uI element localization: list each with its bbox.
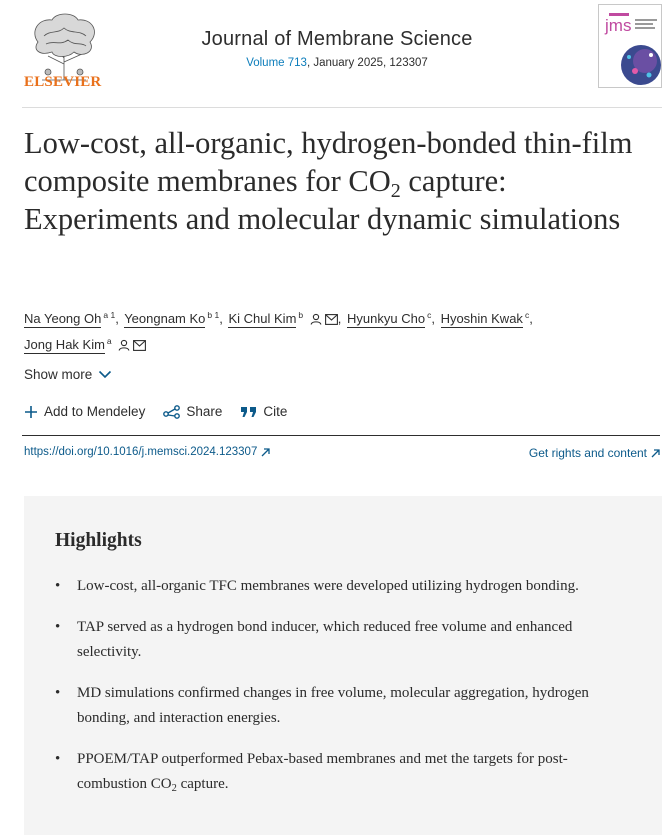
highlight-subscript: 2 [171,783,177,794]
author-name[interactable]: Ki Chul Kim [228,311,297,326]
author-separator: , [115,311,119,326]
journal-cover-image[interactable] [598,4,662,88]
external-link-icon [261,448,270,457]
volume-link[interactable]: Volume 713 [246,57,307,69]
article-actions [24,404,305,419]
person-icon[interactable] [118,339,130,351]
author-separator: , [431,311,435,326]
publisher-name: ELSEVIER [24,74,102,90]
journal-meta [172,57,502,69]
get-rights-link[interactable] [529,446,660,460]
author-kwak[interactable] [441,311,530,326]
article-title-part1: Low-cost, all-organic, hydrogen-bonded thin-film composite membranes for CO [24,126,633,198]
external-link-icon [651,449,660,458]
highlight-item: • MD simulations confirmed changes in free volume, molecular aggregation, hydrogen bonding, and interaction energies. [55,681,615,731]
highlights-title: Highlights [55,530,142,551]
show-more-button[interactable] [24,367,112,382]
cite-button[interactable] [240,404,287,419]
quote-icon [240,406,257,418]
highlight-text-part1: PPOEM/TAP outperformed Pebax-based membranes and met the targets for post-combustion CO [77,751,568,792]
doi-text: https://doi.org/10.1016/j.memsci.2024.123307 [24,446,258,458]
article-title-subscript: 2 [390,180,401,202]
author-separator: , [529,311,533,326]
doi-link[interactable] [24,446,270,458]
show-more-label: Show more [24,367,93,382]
author-kim-jh[interactable] [24,337,146,352]
mendeley-label: Add to Mendeley [44,404,146,419]
author-affiliation: b [298,310,304,320]
author-cho[interactable] [347,311,431,326]
chevron-down-icon [98,370,112,379]
author-list [24,304,644,356]
author-separator: , [219,311,223,326]
author-kim-kc[interactable] [228,311,337,326]
add-to-mendeley-button[interactable] [24,404,145,419]
divider [22,435,660,436]
author-affiliation: c [427,310,432,320]
rights-text: Get rights and content [528,446,647,460]
plus-icon [24,405,38,419]
highlight-item [55,747,615,797]
journal-info [172,28,502,69]
mail-icon[interactable] [325,314,338,325]
author-name[interactable]: Yeongnam Ko [124,311,206,326]
article-title [24,124,644,238]
highlights-section [24,496,662,835]
journal-title[interactable]: Journal of Membrane Science [201,28,473,50]
journal-cover-art [599,5,662,88]
cite-label: Cite [263,404,288,419]
issue-info: , January 2025, 123307 [306,57,428,69]
author-ko[interactable] [124,311,219,326]
person-icon[interactable] [310,313,322,325]
highlight-item: • TAP served as a hydrogen bond inducer, which reduced free volume and enhanced selectivity. [55,615,615,665]
journal-header [22,0,662,108]
author-affiliation: c [524,310,530,320]
author-oh[interactable] [24,311,115,326]
highlight-text-part2: capture. [176,776,229,792]
author-affiliation: a 1 [103,310,116,320]
author-name[interactable]: Jong Hak Kim [24,337,105,352]
share-button[interactable] [163,404,222,419]
author-separator: , [337,311,342,326]
article-title-part2: capture: Experiments and molecular dynamic simulations [24,164,621,236]
author-name[interactable]: Hyunkyu Cho [347,311,426,326]
author-name[interactable]: Hyoshin Kwak [440,311,523,326]
author-affiliation: b 1 [207,310,220,320]
highlight-item: • Low-cost, all-organic TFC membranes were developed utilizing hydrogen bonding. [55,574,615,599]
highlights-list [55,574,615,813]
share-icon [163,405,180,419]
share-label: Share [186,404,223,419]
cover-text: jms [605,16,632,35]
author-name[interactable]: Na Yeong Oh [24,311,102,326]
mail-icon[interactable] [133,340,146,351]
author-affiliation: a [106,336,112,346]
